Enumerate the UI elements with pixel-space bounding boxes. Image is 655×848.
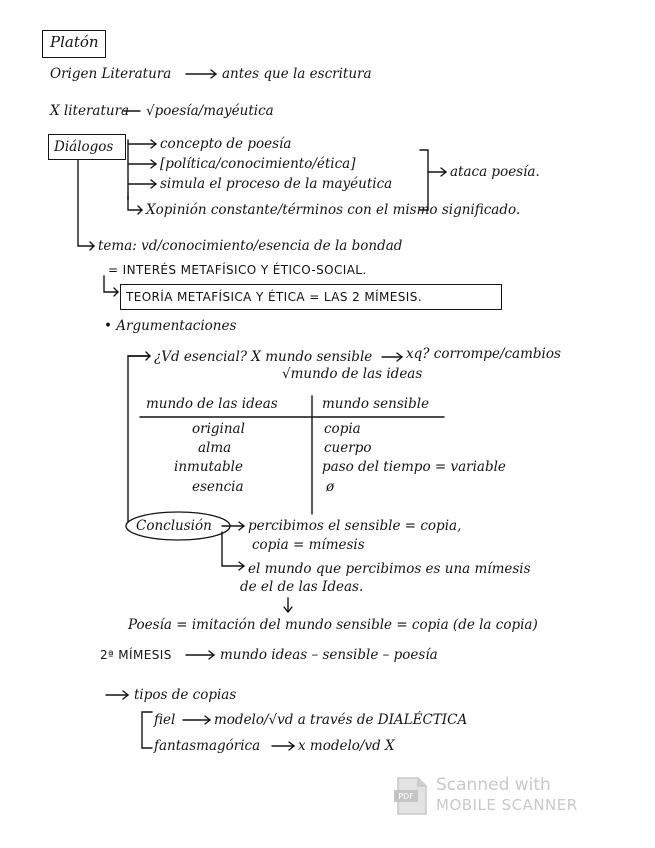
watermark-line-2: MOBILE SCANNER [436, 796, 578, 814]
dialogos-label: Diálogos [54, 139, 114, 155]
note-line: percibimos el sensible = copia, [248, 518, 462, 534]
table-cell: paso del tiempo = variable [322, 459, 506, 475]
note-line: 2ª MÍMESIS [100, 648, 172, 662]
note-line: ¿Vd esencial? X mundo sensible [154, 349, 373, 365]
table-cell: esencia [192, 479, 244, 495]
pdf-document-icon [394, 776, 428, 816]
note-line: de el de las Ideas. [240, 579, 364, 595]
svg-text:PDF: PDF [398, 792, 414, 801]
conclusion-label: Conclusión [136, 518, 212, 534]
note-line: tipos de copias [134, 687, 237, 703]
note-line: Xopinión constante/términos con el mismo significado. [146, 202, 521, 218]
section-heading: • Argumentaciones [104, 318, 237, 334]
table-cell: original [192, 421, 245, 437]
table-cell: ø [326, 479, 335, 495]
note-line: [política/conocimiento/ética] [160, 156, 356, 172]
note-line: Origen Literatura [50, 66, 172, 82]
note-line: ataca poesía. [450, 164, 540, 180]
note-line: X literatura [50, 103, 130, 119]
note-line: concepto de poesía [160, 136, 292, 152]
note-line: x modelo/vd X [298, 738, 395, 754]
note-line: simula el proceso de la mayéutica [160, 176, 393, 192]
table-cell: inmutable [174, 459, 243, 475]
note-line: fiel [154, 712, 176, 728]
table-header: mundo sensible [322, 396, 430, 412]
note-line: = INTERÉS METAFÍSICO Y ÉTICO-SOCIAL. [108, 263, 367, 277]
table-cell: copia [324, 421, 361, 437]
table-cell: cuerpo [324, 440, 372, 456]
table-header: mundo de las ideas [146, 396, 278, 412]
scanner-watermark [394, 772, 604, 822]
note-line: antes que la escritura [222, 66, 372, 82]
note-line: mundo ideas – sensible – poesía [220, 647, 438, 663]
note-line: tema: vd/conocimiento/esencia de la bondad [98, 238, 403, 254]
note-line: √poesía/mayéutica [146, 103, 274, 119]
note-line: √mundo de las ideas [282, 366, 423, 382]
note-line: TEORÍA METAFÍSICA Y ÉTICA = LAS 2 MÍMESIS. [126, 290, 422, 304]
note-line: xq? corrompe/cambios [406, 346, 561, 362]
note-line: copia = mímesis [252, 537, 365, 553]
note-line: fantasmagórica [154, 738, 261, 754]
page-title: Platón [50, 33, 99, 51]
note-line: Poesía = imitación del mundo sensible = copia (de la copia) [128, 617, 538, 633]
table-cell: alma [198, 440, 232, 456]
note-line: modelo/√vd a través de DIALÉCTICA [214, 712, 468, 728]
note-line: el mundo que percibimos es una mímesis [248, 561, 531, 577]
watermark-line-1: Scanned with [436, 775, 551, 795]
